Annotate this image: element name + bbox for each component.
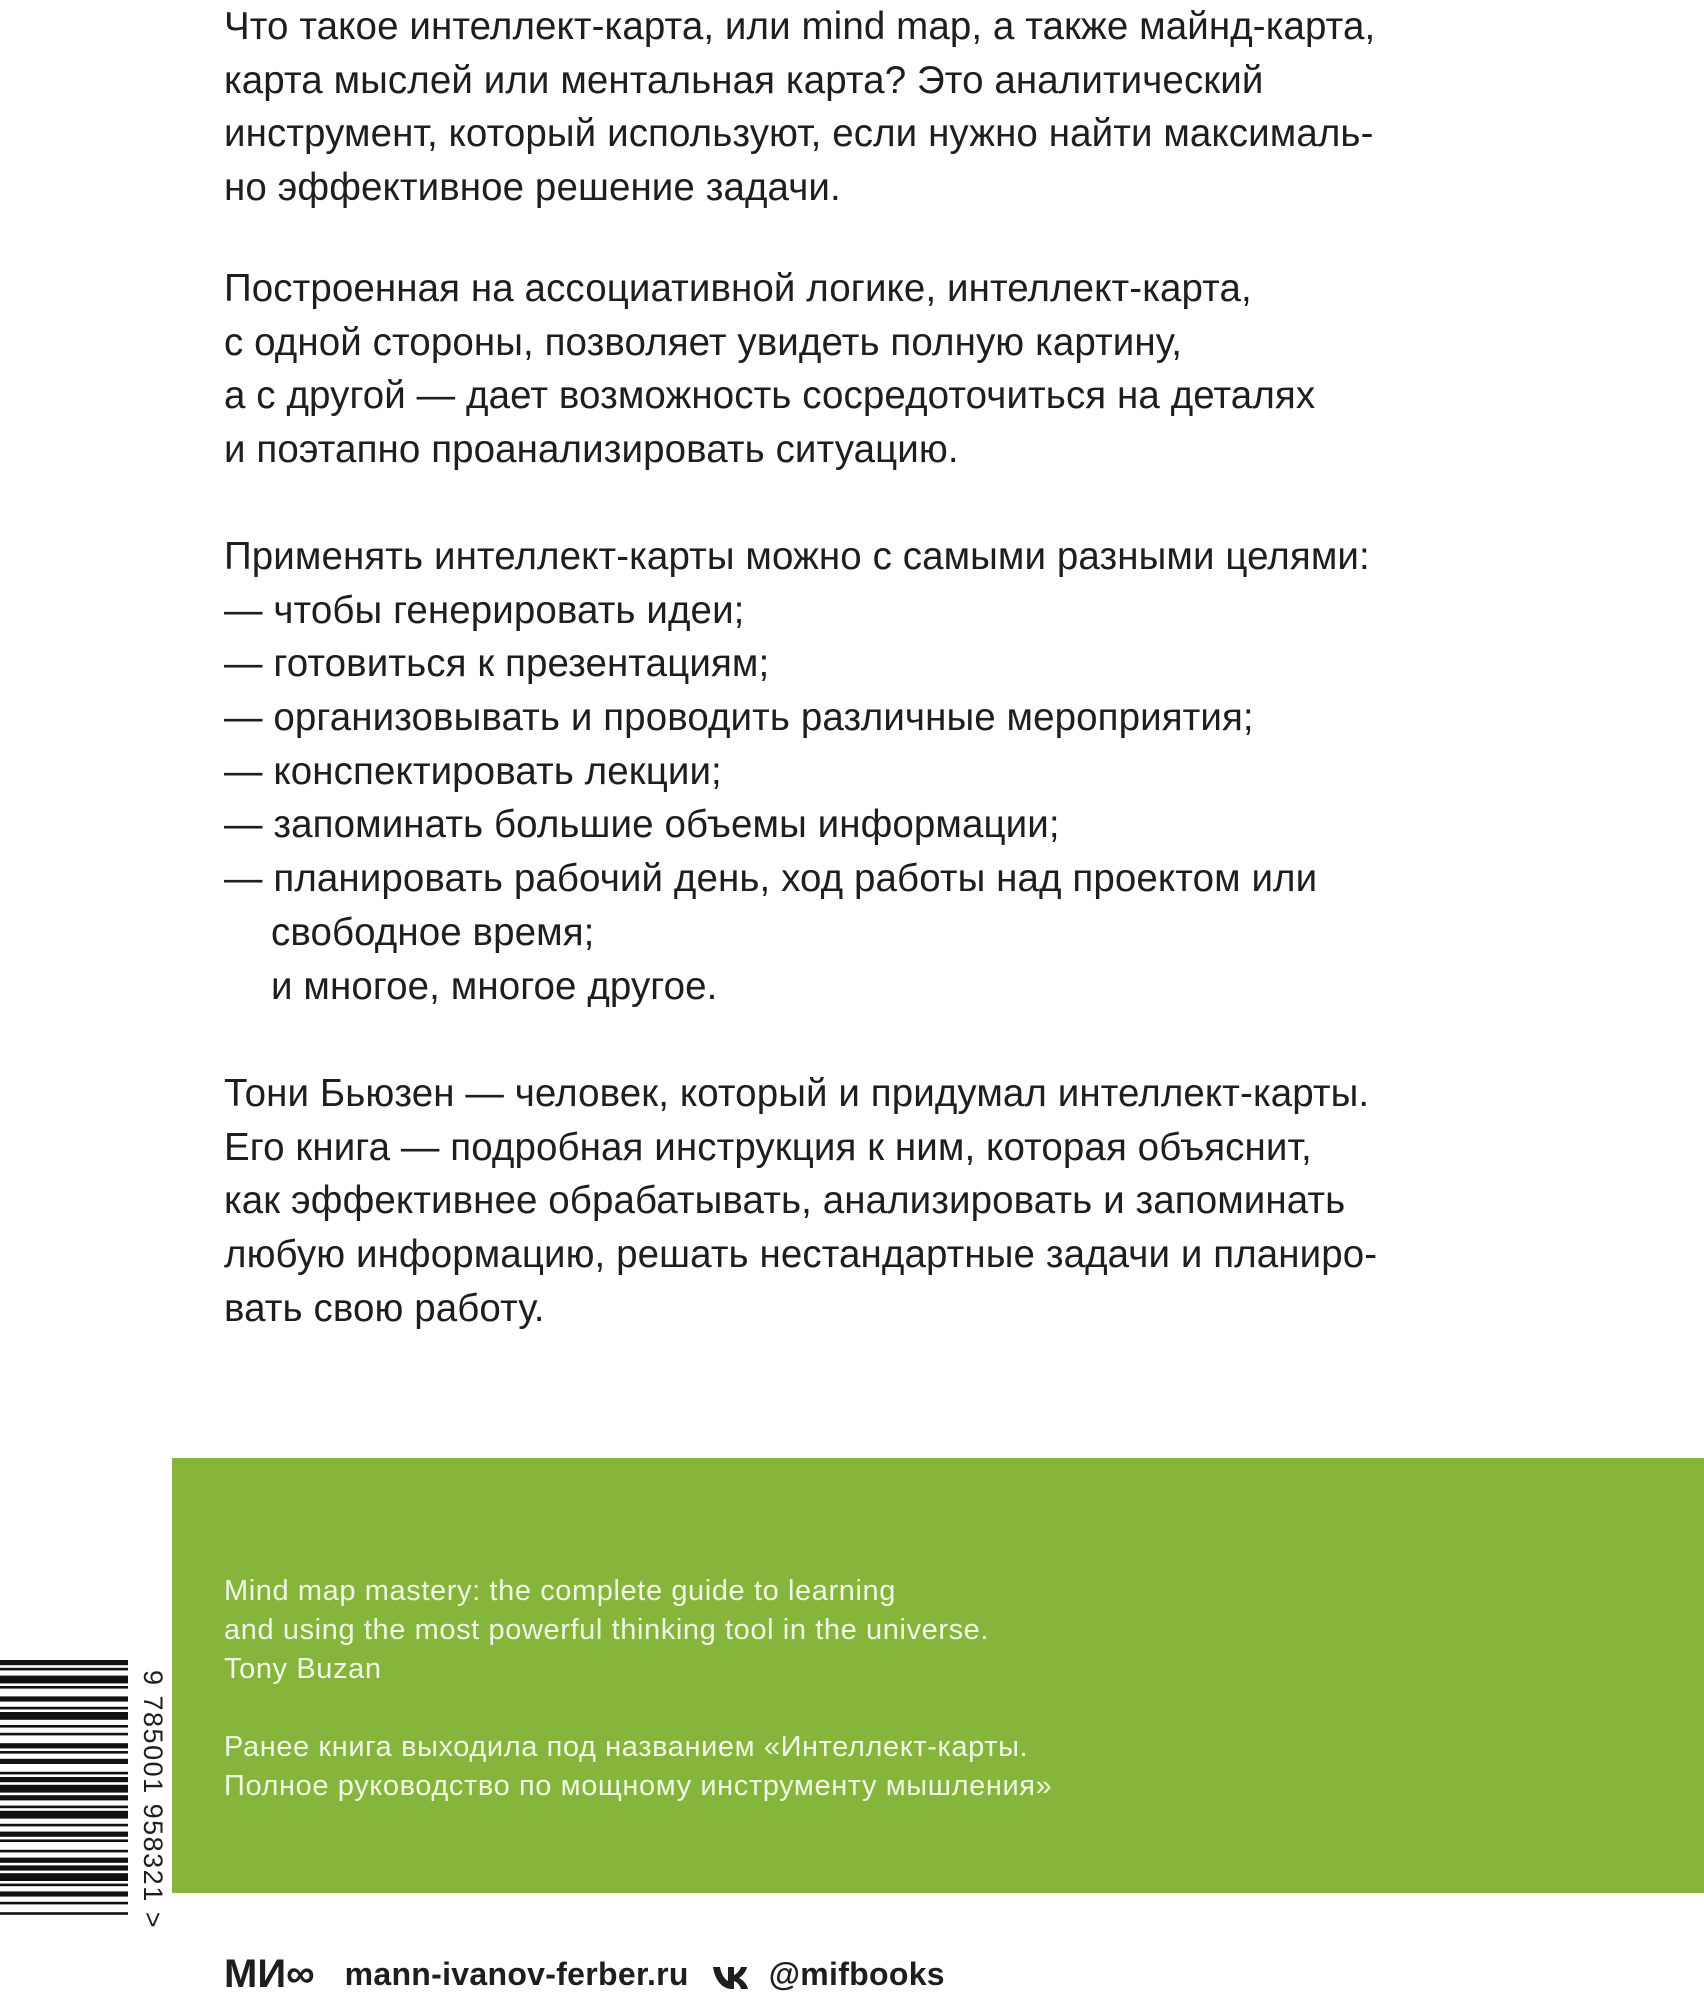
text-line: инструмент, который используют, если нужно найти максималь- bbox=[224, 112, 1374, 156]
barcode-bar bbox=[0, 1884, 128, 1887]
barcode-bar bbox=[0, 1785, 128, 1793]
barcode-bars bbox=[0, 1638, 130, 2000]
barcode-bar bbox=[0, 1686, 128, 1689]
previous-edition-line: Полное руководство по мощному инструменту мышления» bbox=[224, 1770, 1053, 1802]
barcode-bar bbox=[0, 1668, 128, 1671]
barcode-bar bbox=[0, 1660, 128, 1665]
text-line: Построенная на ассоциативной логике, интеллект-карта, bbox=[224, 267, 1252, 310]
description-paragraph-1 bbox=[224, 0, 1375, 215]
barcode-bar bbox=[0, 1759, 128, 1764]
text-line: с одной стороны, позволяет увидеть полную картину, bbox=[224, 320, 1183, 364]
barcode-bar bbox=[0, 1751, 128, 1754]
text-line: Его книга — подробная инструкция к ним, которая объяснит, bbox=[224, 1125, 1312, 1169]
publisher-website-link[interactable]: mann-ivanov-ferber.ru bbox=[344, 1955, 689, 1992]
list-item: — планировать рабочий день, ход работы над проектом или bbox=[224, 857, 1318, 901]
barcode-bar bbox=[0, 1772, 128, 1775]
original-title-block bbox=[224, 1572, 989, 1689]
barcode-bar bbox=[0, 1839, 128, 1842]
publisher-logo: МИ∞ bbox=[224, 1951, 315, 1996]
original-title-line: Mind map mastery: the complete guide to learning bbox=[224, 1575, 896, 1607]
social-handle[interactable]: @mifbooks bbox=[768, 1955, 945, 1992]
list-intro: Применять интеллект-карты можно с самыми разными целями: bbox=[224, 535, 1370, 578]
barcode-bar bbox=[0, 1865, 128, 1870]
list-item-continuation: свободное время; bbox=[271, 910, 595, 954]
text-line: любую информацию, решать нестандартные задачи и планиро- bbox=[224, 1233, 1378, 1277]
list-item-continuation: и многое, многое другое. bbox=[271, 964, 718, 1008]
barcode-bar bbox=[0, 1676, 128, 1684]
text-line: и поэтапно проанализировать ситуацию. bbox=[224, 428, 959, 472]
barcode-bar bbox=[0, 1743, 128, 1748]
barcode-digits bbox=[138, 1670, 168, 1980]
list-item: — чтобы генерировать идеи; bbox=[224, 588, 745, 632]
description-paragraph-2 bbox=[224, 262, 1315, 477]
barcode-bar bbox=[0, 1811, 128, 1819]
text-line: а с другой — дает возможность сосредоточиться на деталях bbox=[224, 374, 1316, 418]
barcode-bar bbox=[0, 1725, 128, 1728]
description-paragraph-4 bbox=[224, 1067, 1377, 1335]
list-item: — готовиться к презентациям; bbox=[224, 642, 770, 686]
barcode-bar bbox=[0, 1850, 128, 1853]
text-line: но эффективное решение задачи. bbox=[224, 166, 841, 210]
list-item: — организовывать и проводить различные мероприятия; bbox=[224, 696, 1254, 740]
previous-edition-line: Ранее книга выходила под названием «Интеллект-карты. bbox=[224, 1731, 1029, 1763]
list-item: — конспектировать лекции; bbox=[224, 749, 722, 793]
description-paragraph-3 bbox=[224, 530, 1370, 1013]
barcode-bar bbox=[0, 1696, 128, 1701]
barcode-bar bbox=[0, 1777, 128, 1782]
green-info-band bbox=[172, 1458, 1704, 1893]
original-author: Tony Buzan bbox=[224, 1653, 382, 1685]
text-line: вать свою работу. bbox=[224, 1286, 545, 1330]
barcode-bar bbox=[0, 1824, 128, 1827]
barcode-bar bbox=[0, 1902, 128, 1905]
publisher-footer bbox=[224, 1952, 945, 1996]
barcode-bar bbox=[0, 1707, 128, 1710]
list-item: — запоминать большие объемы информации; bbox=[224, 803, 1060, 847]
text-line: карта мыслей или ментальная карта? Это аналитический bbox=[224, 58, 1264, 102]
previous-edition-note bbox=[224, 1728, 1052, 1806]
text-line: Что такое интеллект-карта, или mind map, а также майнд-карта, bbox=[224, 5, 1376, 48]
barcode-bar bbox=[0, 1795, 128, 1800]
original-title-line: and using the most powerful thinking tool in the universe. bbox=[224, 1614, 990, 1646]
barcode-bar bbox=[0, 1712, 128, 1720]
isbn-digits: 9 785001 958321 > bbox=[138, 1670, 168, 1929]
barcode-bar bbox=[0, 1832, 128, 1837]
barcode-bar bbox=[0, 1873, 128, 1881]
barcode-bar bbox=[0, 1858, 128, 1863]
barcode-bar bbox=[0, 1806, 128, 1809]
vk-icon[interactable] bbox=[711, 1961, 751, 1987]
barcode-bar bbox=[0, 1891, 128, 1896]
text-line: как эффективнее обрабатывать, анализировать и запоминать bbox=[224, 1179, 1346, 1223]
text-line: Тони Бьюзен — человек, который и придумал интеллект-карты. bbox=[224, 1072, 1370, 1115]
barcode-bar bbox=[0, 1912, 128, 1915]
barcode-bar bbox=[0, 1733, 128, 1736]
